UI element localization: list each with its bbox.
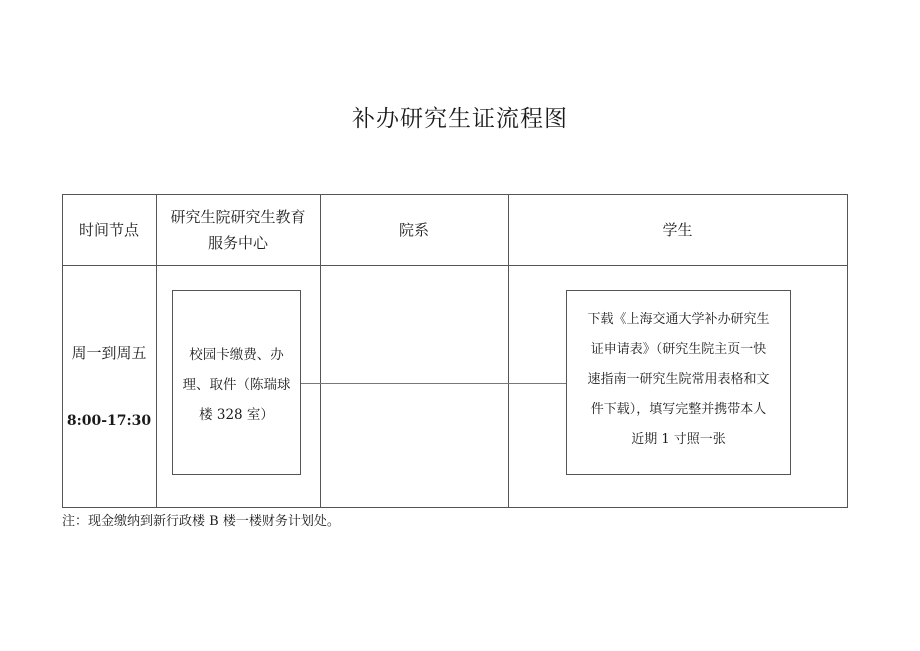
- service-center-step-line1: 校园卡缴费、办: [189, 347, 284, 363]
- table-bottom-border: [62, 507, 848, 508]
- service-center-step-text: [172, 340, 301, 430]
- table-top-border: [62, 194, 848, 195]
- table-right-border: [847, 194, 848, 508]
- header-time-node: 时间节点: [78, 221, 139, 239]
- header-service-center-line1: 研究生院研究生教育: [170, 208, 306, 226]
- student-step-line5: 近期 1 寸照一张: [631, 432, 726, 447]
- page-title: 补办研究生证流程图: [352, 106, 568, 132]
- header-service-center-line2: 服务中心: [207, 234, 268, 252]
- table-header-divider: [62, 265, 848, 266]
- header-service-center: [156, 204, 320, 256]
- time-node-days: 周一到周五: [71, 344, 147, 362]
- student-step-line3: 速指南一研究生院常用表格和文: [587, 372, 770, 387]
- time-node-hours: 8:00-17:30: [66, 413, 152, 429]
- student-step-line1: 下载《上海交通大学补办研究生: [587, 312, 770, 327]
- flow-connector-center-to-department: [300, 383, 508, 384]
- student-step-line4: 件下载），填写完整并携带本人: [590, 402, 767, 417]
- student-step-line2: 证申请表》（研究生院主页一快: [590, 342, 767, 357]
- student-step-text: [566, 305, 791, 455]
- header-department: 院系: [398, 221, 429, 239]
- service-center-step-line2: 理、取件（陈瑞球: [182, 377, 291, 393]
- header-student: 学生: [662, 221, 693, 239]
- flow-connector-department-to-student: [508, 383, 566, 384]
- service-center-step-line3: 楼 328 室）: [199, 407, 274, 423]
- footnote: 注：现金缴纳到新行政楼 B 楼一楼财务计划处。: [62, 514, 340, 529]
